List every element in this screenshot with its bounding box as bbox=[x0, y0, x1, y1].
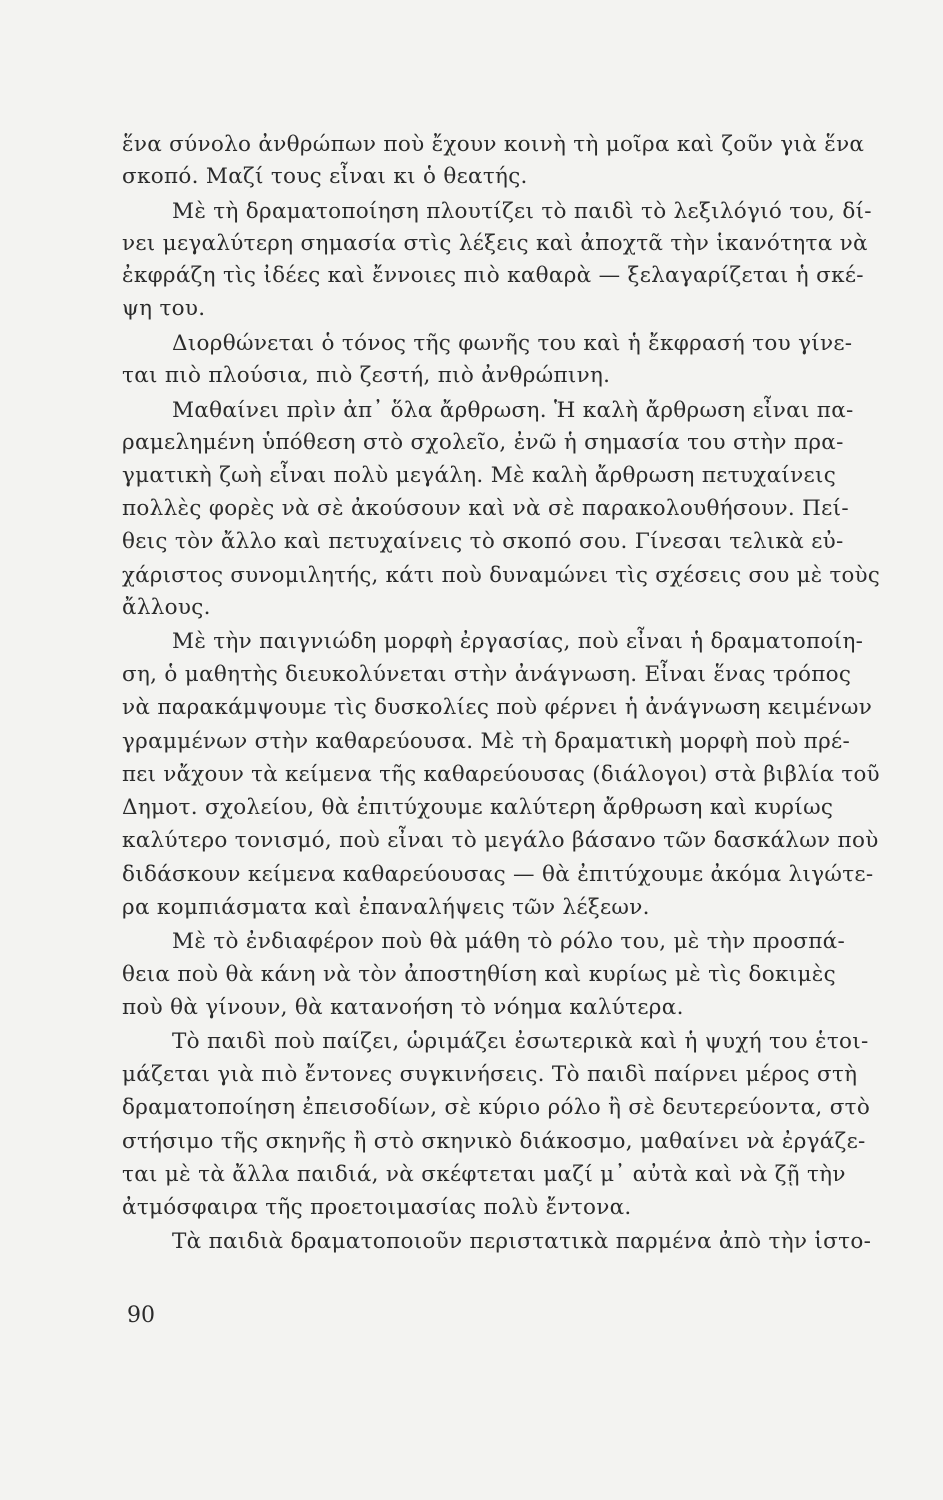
text-line: θεια ποὺ θὰ κάνη νὰ τὸν ἀποστηθίση καὶ κυρίως μὲ τὶς δοκιμὲς bbox=[122, 962, 836, 987]
text-line: ποὺ θὰ γίνουν, θὰ κατανοήση τὸ νόημα καλύτερα. bbox=[122, 995, 684, 1020]
page-number: 90 bbox=[127, 1303, 155, 1328]
text-line: ση, ὁ μαθητὴς διευκολύνεται στὴν ἀνάγνωση. Εἶναι ἕνας τρόπος bbox=[122, 662, 852, 687]
text-line: διδάσκουν κείμενα καθαρεύουσας — θὰ ἐπιτύχουμε ἀκόμα λιγώτε- bbox=[122, 862, 874, 887]
text-line: νει μεγαλύτερη σημασία στὶς λέξεις καὶ ἀποχτᾶ τὴν ἱκανότητα νὰ bbox=[122, 231, 868, 256]
text-line: γραμμένων στὴν καθαρεύουσα. Μὲ τὴ δραματικὴ μορφὴ ποὺ πρέ- bbox=[122, 729, 851, 754]
text-line: Τὰ παιδιὰ δραματοποιοῦν περιστατικὰ παρμένα ἀπὸ τὴν ἱστο- bbox=[172, 1229, 872, 1254]
text-line: δραματοποίηση ἐπεισοδίων, σὲ κύριο ρόλο ἢ σὲ δευτερεύοντα, στὸ bbox=[122, 1095, 871, 1120]
text-line: θεις τὸν ἄλλο καὶ πετυχαίνεις τὸ σκοπό σου. Γίνεσαι τελικὰ εὐ- bbox=[122, 529, 844, 554]
text-line: ται πιὸ πλούσια, πιὸ ζεστή, πιὸ ἀνθρώπινη. bbox=[122, 363, 611, 388]
text-line: νὰ παρακάμψουμε τὶς δυσκολίες ποὺ φέρνει ἡ ἀνάγνωση κειμένων bbox=[122, 695, 873, 720]
text-line: Δημοτ. σχολείου, θὰ ἐπιτύχουμε καλύτερη ἄρθρωση καὶ κυρίως bbox=[122, 795, 834, 820]
text-line: ρα κομπιάσματα καὶ ἐπαναλήψεις τῶν λέξεων. bbox=[122, 895, 650, 920]
text-line: ἄλλους. bbox=[122, 595, 211, 620]
text-line: μάζεται γιὰ πιὸ ἔντονες συγκινήσεις. Τὸ παιδὶ παίρνει μέρος στὴ bbox=[122, 1062, 858, 1087]
text-line: πει νἄχουν τὰ κείμενα τῆς καθαρεύουσας (διάλογοι) στὰ βιβλία τοῦ bbox=[122, 762, 880, 787]
text-line: Μὲ τὴ δραματοποίηση πλουτίζει τὸ παιδὶ τὸ λεξιλόγιό του, δί- bbox=[172, 199, 872, 224]
text-line: ἀτμόσφαιρα τῆς προετοιμασίας πολὺ ἔντονα. bbox=[122, 1195, 632, 1220]
text-line: ραμελημένη ὑπόθεση στὸ σχολεῖο, ἐνῶ ἡ σημασία του στὴν πρα- bbox=[122, 430, 844, 455]
text-line: ἕνα σύνολο ἀνθρώπων ποὺ ἔχουν κοινὴ τὴ μοῖρα καὶ ζοῦν γιὰ ἕνα bbox=[122, 132, 865, 157]
text-line: καλύτερο τονισμό, ποὺ εἶναι τὸ μεγάλο βάσανο τῶν δασκάλων ποὺ bbox=[122, 828, 879, 853]
text-line: ἐκφράζη τὶς ἰδέες καὶ ἔννοιες πιὸ καθαρὰ — ξελαγαρίζεται ἡ σκέ- bbox=[122, 263, 864, 288]
text-line: χάριστος συνομιλητής, κάτι ποὺ δυναμώνει τὶς σχέσεις σου μὲ τοὺς bbox=[122, 563, 881, 588]
text-line: σκοπό. Μαζί τους εἶναι κι ὁ θεατής. bbox=[122, 164, 528, 189]
text-line: Τὸ παιδὶ ποὺ παίζει, ὡριμάζει ἐσωτερικὰ καὶ ἡ ψυχή του ἑτοι- bbox=[172, 1029, 869, 1054]
text-line: ψη του. bbox=[122, 296, 206, 321]
text-line: γματικὴ ζωὴ εἶναι πολὺ μεγάλη. Μὲ καλὴ ἄρθρωση πετυχαίνεις bbox=[122, 463, 837, 488]
text-line: Μαθαίνει πρὶν ἀπ᾽ ὅλα ἄρθρωση. Ἡ καλὴ ἄρθρωση εἶναι πα- bbox=[172, 398, 854, 423]
text-line: Μὲ τὴν παιγνιώδη μορφὴ ἐργασίας, ποὺ εἶναι ἡ δραματοποίη- bbox=[172, 629, 864, 654]
text-line: πολλὲς φορὲς νὰ σὲ ἀκούσουν καὶ νὰ σὲ παρακολουθήσουν. Πεί- bbox=[122, 496, 849, 521]
text-line: Μὲ τὸ ἐνδιαφέρον ποὺ θὰ μάθη τὸ ρόλο του, μὲ τὴν προσπά- bbox=[172, 929, 846, 954]
text-line: ται μὲ τὰ ἄλλα παιδιά, νὰ σκέφτεται μαζί μ᾽ αὐτὰ καὶ νὰ ζῇ τὴν bbox=[122, 1162, 846, 1187]
text-line: Διορθώνεται ὁ τόνος τῆς φωνῆς του καὶ ἡ ἔκφρασή του γίνε- bbox=[172, 331, 853, 356]
text-line: στήσιμο τῆς σκηνῆς ἢ στὸ σκηνικὸ διάκοσμο, μαθαίνει νὰ ἐργάζε- bbox=[122, 1129, 866, 1154]
